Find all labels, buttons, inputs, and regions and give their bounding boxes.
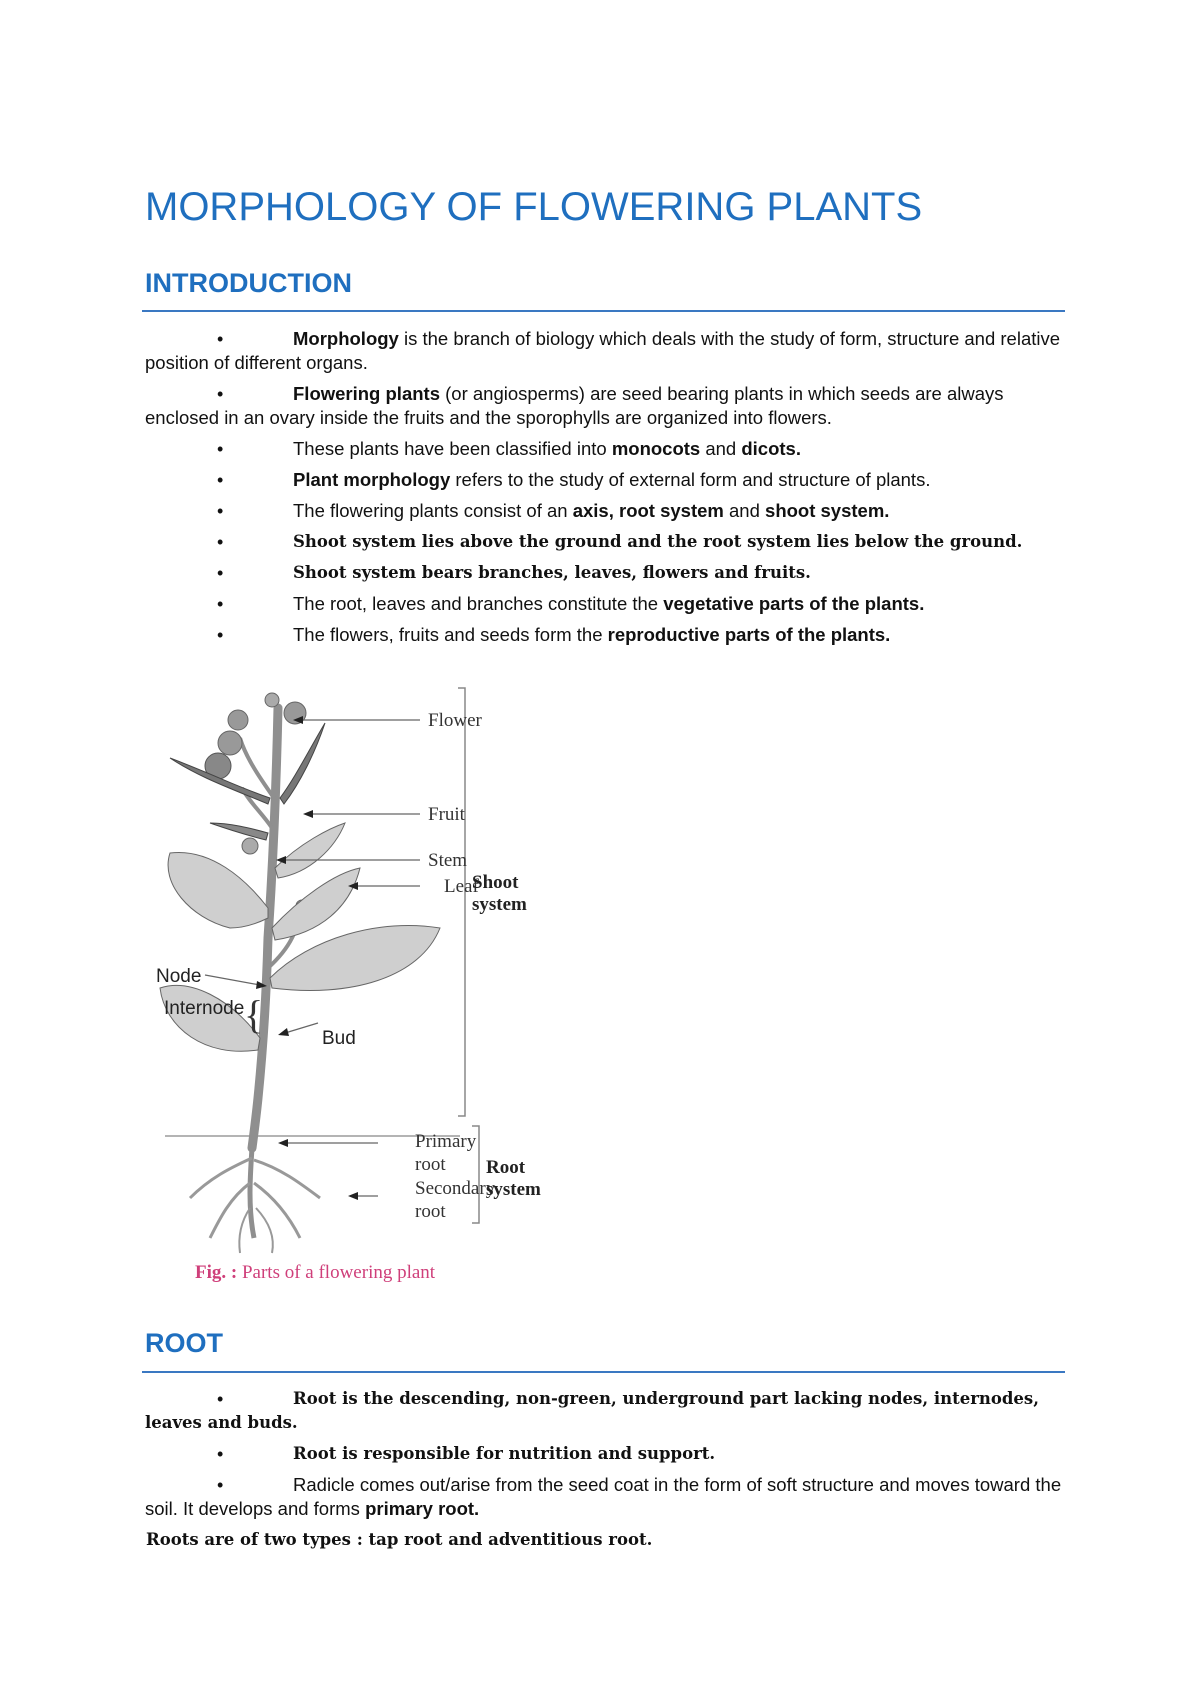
caption-text: Parts of a flowering plant bbox=[237, 1262, 436, 1283]
secondary-root-shape bbox=[256, 1208, 273, 1253]
arrow-icon bbox=[303, 810, 313, 818]
item-text: The flowering plants consist of an bbox=[293, 500, 573, 521]
bullet-icon: • bbox=[217, 625, 224, 645]
plant-diagram bbox=[150, 678, 610, 1278]
list-item bbox=[145, 437, 1065, 461]
bold-term: Plant morphology bbox=[293, 469, 451, 490]
label-flower: Flower bbox=[428, 710, 482, 731]
flower-shape bbox=[265, 693, 279, 707]
root-list bbox=[145, 1387, 1065, 1528]
pointer-line bbox=[285, 1023, 318, 1033]
flower-shape bbox=[218, 731, 242, 755]
list-item bbox=[145, 327, 1065, 375]
secondary-root-shape bbox=[190, 1158, 252, 1198]
arrow-icon bbox=[278, 1028, 289, 1036]
bold-term: vegetative parts of the plants. bbox=[663, 593, 925, 614]
bold-term: primary root. bbox=[365, 1498, 480, 1519]
item-text: and bbox=[723, 500, 766, 521]
label-secondary-root: Secondary bbox=[415, 1178, 496, 1199]
label-primary-root: Primary bbox=[415, 1131, 477, 1152]
list-item bbox=[145, 468, 1065, 492]
label-bud: Bud bbox=[322, 1028, 356, 1049]
secondary-root-shape bbox=[254, 1183, 300, 1238]
page-title: MORPHOLOGY OF FLOWERING PLANTS bbox=[145, 185, 923, 229]
label-root-system: Root bbox=[486, 1157, 526, 1178]
item-text: Radicle comes out/arise from the seed coat in the form of soft structure and moves toward the soil. It develops and forms bbox=[145, 1474, 1062, 1519]
list-item bbox=[145, 530, 1065, 554]
secondary-root-shape bbox=[210, 1183, 250, 1238]
label-stem: Stem bbox=[428, 850, 468, 871]
item-text: is the branch of biology which deals with the study of form, structure and relative position of different organs. bbox=[145, 328, 1061, 373]
fruit-shape bbox=[280, 723, 325, 804]
list-item bbox=[145, 499, 1065, 523]
item-text: The flowers, fruits and seeds form the bbox=[293, 624, 608, 645]
introduction-list bbox=[145, 327, 1065, 654]
bullet-icon: • bbox=[217, 1444, 224, 1464]
list-item bbox=[145, 561, 1065, 585]
fruit-shape bbox=[210, 823, 268, 840]
bullet-icon: • bbox=[217, 1475, 224, 1495]
item-text: Root is the descending, non-green, underground part lacking nodes, internodes, leaves and buds. bbox=[145, 1389, 1039, 1432]
section-divider bbox=[142, 1371, 1065, 1373]
label-root-system: system bbox=[486, 1179, 541, 1200]
label-node: Node bbox=[156, 966, 202, 987]
bullet-icon: • bbox=[217, 563, 224, 583]
label-primary-root: root bbox=[415, 1154, 446, 1175]
flower-shape bbox=[242, 838, 258, 854]
bold-term: axis, root system bbox=[572, 500, 724, 521]
primary-root-shape bbox=[250, 1148, 254, 1238]
bold-term: reproductive parts of the plants. bbox=[607, 624, 891, 645]
bold-term: Flowering plants bbox=[293, 383, 440, 404]
label-shoot-system: Shoot bbox=[472, 872, 519, 893]
list-item bbox=[145, 592, 1065, 616]
bullet-icon: • bbox=[217, 1389, 224, 1409]
bullet-icon: • bbox=[217, 532, 224, 552]
pointer-line bbox=[205, 975, 260, 985]
list-item bbox=[145, 382, 1065, 430]
leaf-shape bbox=[168, 852, 268, 928]
item-text: refers to the study of external form and structure of plants. bbox=[450, 469, 931, 490]
item-text: (or angiosperms) are seed bearing plants in which seeds are always enclosed in an ovary inside the fruits and the sporophylls are organized into flowers. bbox=[145, 383, 1004, 428]
label-secondary-root: root bbox=[415, 1201, 446, 1222]
label-leaf: Leaf bbox=[444, 876, 479, 897]
bullet-icon: • bbox=[217, 501, 224, 521]
label-internode: Internode bbox=[164, 998, 245, 1019]
leaf-shape bbox=[272, 868, 360, 940]
bullet-icon: • bbox=[217, 470, 224, 490]
item-text: and bbox=[700, 438, 742, 459]
list-item bbox=[145, 1473, 1065, 1521]
label-shoot-system: system bbox=[472, 894, 527, 915]
item-text: Root is responsible for nutrition and support. bbox=[293, 1444, 716, 1463]
leaf-shape bbox=[275, 823, 345, 878]
section-heading-introduction: INTRODUCTION bbox=[145, 268, 352, 298]
list-item bbox=[145, 1442, 1065, 1466]
bold-term: shoot system. bbox=[765, 500, 890, 521]
bullet-icon: • bbox=[217, 329, 224, 349]
shoot-bracket bbox=[458, 688, 465, 1116]
bullet-icon: • bbox=[217, 594, 224, 614]
item-text: These plants have been classified into bbox=[293, 438, 612, 459]
caption-prefix: Fig. : bbox=[195, 1262, 238, 1283]
item-text: Shoot system lies above the ground and the root system lies below the ground. bbox=[293, 532, 1023, 551]
section-heading-root: ROOT bbox=[145, 1328, 223, 1358]
flower-shape bbox=[228, 710, 248, 730]
arrow-icon bbox=[278, 1139, 288, 1147]
bullet-icon: • bbox=[217, 439, 224, 459]
item-text: Shoot system bears branches, leaves, flowers and fruits. bbox=[293, 563, 811, 582]
bold-term: monocots bbox=[611, 438, 701, 459]
list-item bbox=[145, 1387, 1065, 1435]
list-item bbox=[145, 623, 1065, 647]
label-fruit: Fruit bbox=[428, 804, 465, 825]
bullet-icon: • bbox=[217, 384, 224, 404]
arrow-icon bbox=[348, 1192, 358, 1200]
section-divider bbox=[142, 310, 1065, 312]
figure-caption bbox=[195, 1262, 435, 1284]
bold-term: dicots. bbox=[741, 438, 801, 459]
internode-brace-icon: { bbox=[244, 992, 264, 1037]
bold-term: Morphology bbox=[293, 328, 399, 349]
item-text: The root, leaves and branches constitute the bbox=[293, 593, 664, 614]
closing-paragraph: Roots are of two types : tap root and adventitious root. bbox=[146, 1530, 653, 1549]
